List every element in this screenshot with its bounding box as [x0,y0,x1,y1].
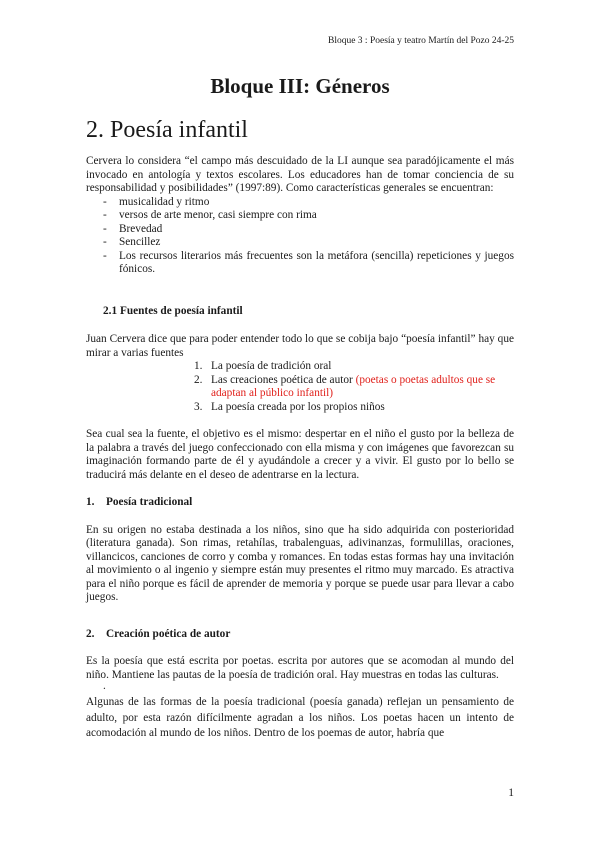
list-item [86,360,514,374]
section-heading [86,496,514,510]
sources-list [86,360,514,414]
list-item: - Sencillez [86,236,514,250]
autor-paragraph: Es la poesía que está escrita por poetas. escrita por autores que se acomodan al mundo del niño. Mantiene las pautas de la poesía de tradición oral. Hay muestras en todas las culturas. [86,655,514,681]
characteristics-list [86,196,514,277]
list-text: Las creaciones poética de autor [211,373,356,386]
list-item [86,374,514,401]
section-number: 1. [86,496,95,508]
autor-paragraph-2: Algunas de las formas de la poesía tradicional (poesía ganada) reflejan un pensamiento de adulto, por esta razón difícilmente agradan a los niños. Los poetas hacen un intento de acomodación al mundo de los niños. Dentro de los poemas de autor, habría que [86,696,514,739]
stray-dot: . [103,680,106,692]
tradicional-paragraph: En su origen no estaba destinada a los niños, sino que ha sido adquirida con posterioridad (literatura ganada). Son rimas, retahílas, trabalenguas, adivinanzas, formulillas, oraciones, villancicos, canciones de corro y comba y romances. En todas estas formas hay una invitación al movimiento o al ingenio y siempre están muy presentes el ritmo muy marcado. Es atractiva para el niño porque es fácil de aprender de memoria y porque se puede usar para llevar a cabo juegos. [86,523,514,603]
list-number: 1. [194,360,203,372]
section-number: 2. [86,627,95,640]
section-title: 2. Poesía infantil [86,117,248,143]
list-item: - Los recursos literarios más frecuentes son la metáfora (sencilla) repeticiones y juegos fónicos. [86,250,514,277]
section-heading-text: Creación poética de autor [106,627,231,640]
list-item: - Brevedad [86,223,514,237]
fuentes-closing-paragraph: Sea cual sea la fuente, el objetivo es el mismo: despertar en el niño el gusto por la belleza de la palabra a través del juego confeccionado con ella misma y con imágenes que favorezcan su imaginación formando parte de él y ayudándole a crecer y a vivir. El gusto por lo bello se traducirá más delante en el deseo de adentrarse en la lectura. [86,428,514,481]
list-item [86,401,514,415]
subsection-heading: 2.1 Fuentes de poesía infantil [103,304,243,317]
page-title: Bloque III: Géneros [210,74,390,98]
section-heading [86,628,514,642]
intro-paragraph: Cervera lo considera “el campo más descuidado de la LI aunque sea paradójicamente el más invocado en antología y textos escolares. Los educadores han de tomar conciencia de su responsabilidad y posibilidades” (1997:89). Como características generales se encuentran: [86,155,514,194]
section-heading-text: Poesía tradicional [106,496,193,508]
list-item: - versos de arte menor, casi siempre con rima [86,209,514,223]
running-header: Bloque 3 : Poesía y teatro Martín del Pozo 24-25 [327,36,514,46]
list-text: La poesía creada por los propios niños [211,400,385,413]
list-item: - musicalidad y ritmo [86,196,514,210]
fuentes-paragraph: Juan Cervera dice que para poder entender todo lo que se cobija bajo “poesía infantil” hay que mirar a varias fuentes [86,333,514,359]
list-number: 2. [194,373,203,386]
list-text: La poesía de tradición oral [211,360,332,372]
list-note: (poetas o poetas adultos que se adaptan al público infantil) [211,373,496,399]
page-number: 1 [508,787,514,799]
body-content [86,155,514,742]
list-number: 3. [194,400,203,413]
